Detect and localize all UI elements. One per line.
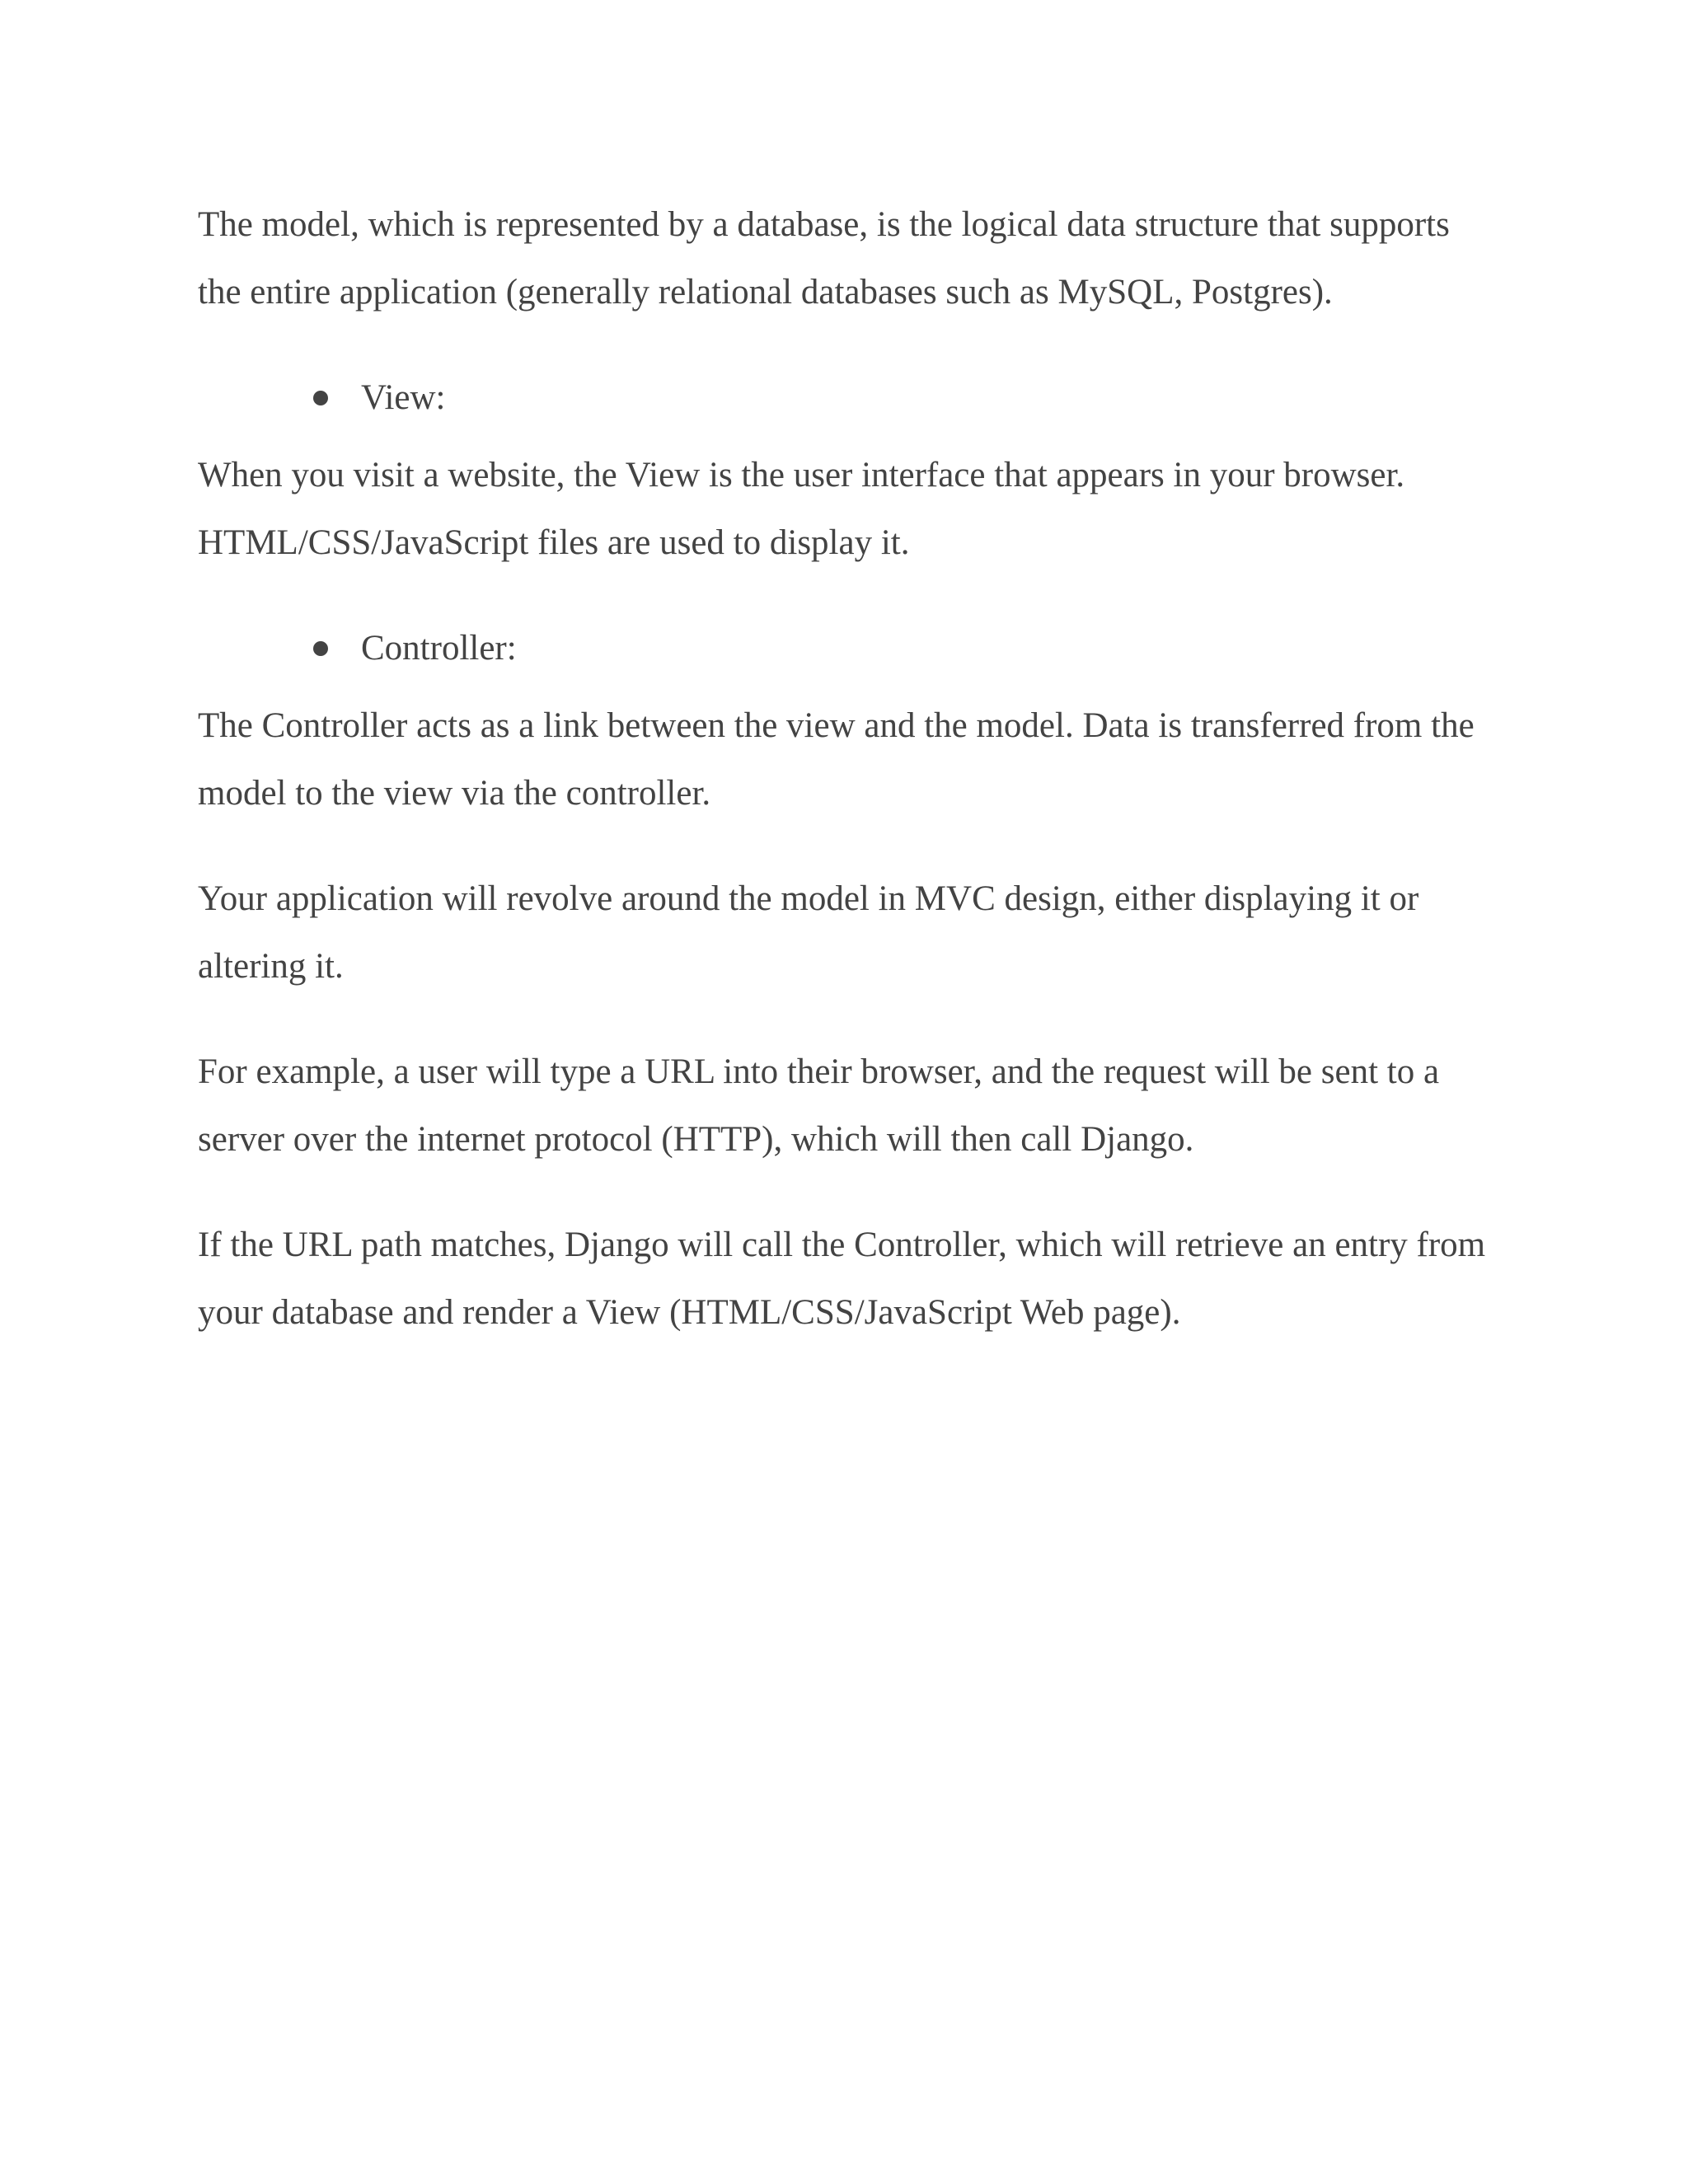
document-body [198, 191, 1500, 1385]
bullet-label-controller: Controller: [361, 629, 517, 668]
bullet-item-view [198, 364, 1500, 432]
bullet-item-controller [198, 615, 1500, 682]
paragraph-request-example: For example, a user will type a URL into their browser, and the request will be sent to a server over the internet protocol (HTTP), which will then call Django. [198, 1052, 1440, 1159]
bullet-label-view: View: [361, 378, 446, 417]
bullet-dot-icon [313, 641, 328, 656]
paragraph-model-description: The model, which is represented by a database, is the logical data structure that supports the entire application (generally relational databases such as MySQL, Postgres). [198, 205, 1450, 312]
paragraph-mvc-design: Your application will revolve around the model in MVC design, either displaying it or altering it. [198, 879, 1419, 986]
paragraph-view-description: When you visit a website, the View is the user interface that appears in your browser. HTML/CSS/JavaScript files are used to display it. [198, 456, 1405, 562]
paragraph-controller-description: The Controller acts as a link between the view and the model. Data is transferred from the model to the view via the controller. [198, 706, 1475, 813]
bullet-dot-icon [313, 391, 328, 405]
paragraph-url-routing: If the URL path matches, Django will call the Controller, which will retrieve an entry from your database and render a View (HTML/CSS/JavaScript Web page). [198, 1226, 1486, 1332]
